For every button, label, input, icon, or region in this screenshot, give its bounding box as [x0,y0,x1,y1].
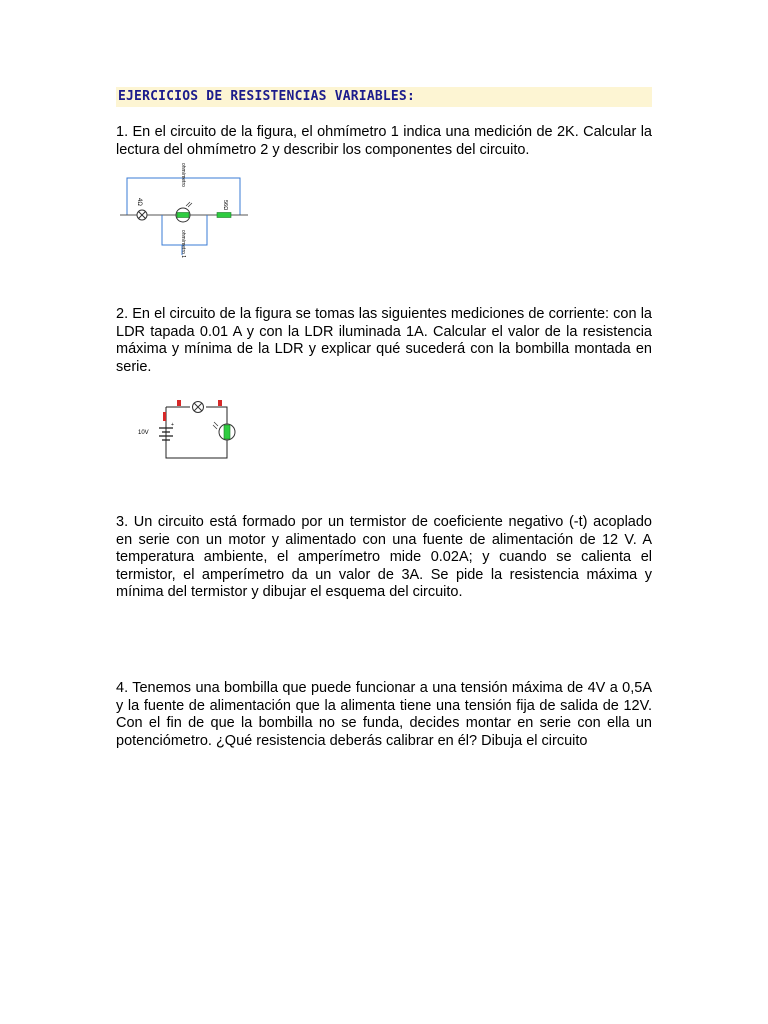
page-title: EJERCICIOS DE RESISTENCIAS VARIABLES: [116,87,652,107]
meter-1-label: ohmímetro 1 [180,230,186,259]
exercise-1-text: 1. En el circuito de la figura, el ohmímetro 1 indica una medición de 2K. Calcular la lectura del ohmímetro 2 y describir los componentes del circuito. [116,124,652,158]
battery-label: 10V [138,430,149,436]
meter-2-label: ohmímetro [180,163,186,187]
probe-top-left [177,400,181,406]
lamp-label: 4Ω [136,198,142,206]
exercise-2-text: 2. En el circuito de la figura se tomas las siguientes mediciones de corriente: con la LDR tapada 0.01 A y con la LDR iluminada 1A. Calcular el valor de la resistencia máxima y mínima de la LDR y explicar qué sucederá con la bombilla montada en serie. [116,306,652,375]
probe-top-right [218,400,222,406]
lamp-icon [137,210,147,220]
figure-2-circuit [138,392,248,464]
probe-left [163,412,166,421]
exercise-4-text: 4. Tenemos una bombilla que puede funcionar a una tensión máxima de 4V a 0,5A y la fuente de alimentación que la alimenta tiene una tensión fija de salida de 12V. Con el fin de que la bombilla no se funda, decides montar en serie con ella un potenciómetro. ¿Qué resistencia deberás calibrar en él? Dibuja el circuito [116,680,652,749]
resistor-label: 56Ω [222,200,228,211]
resistor-icon [217,213,231,218]
battery-icon [159,428,173,440]
lamp-icon [193,402,204,413]
exercise-3-text: 3. Un circuito está formado por un termistor de coeficiente negativo (-t) acoplado en serie con un motor y alimentado con una fuente de alimentación de 12 V. A temperatura ambiente, el amperímetro mide 0.02A; y cuando se calienta el termistor, el amperímetro da un valor de 3A. Se pide la resistencia máxima y mínima del termistor y dibujar el esquema del circuito. [116,514,652,600]
battery-sign: + [171,422,174,428]
ldr-icon [213,422,235,440]
figure-1-circuit [120,163,250,273]
ldr-icon [176,202,192,222]
